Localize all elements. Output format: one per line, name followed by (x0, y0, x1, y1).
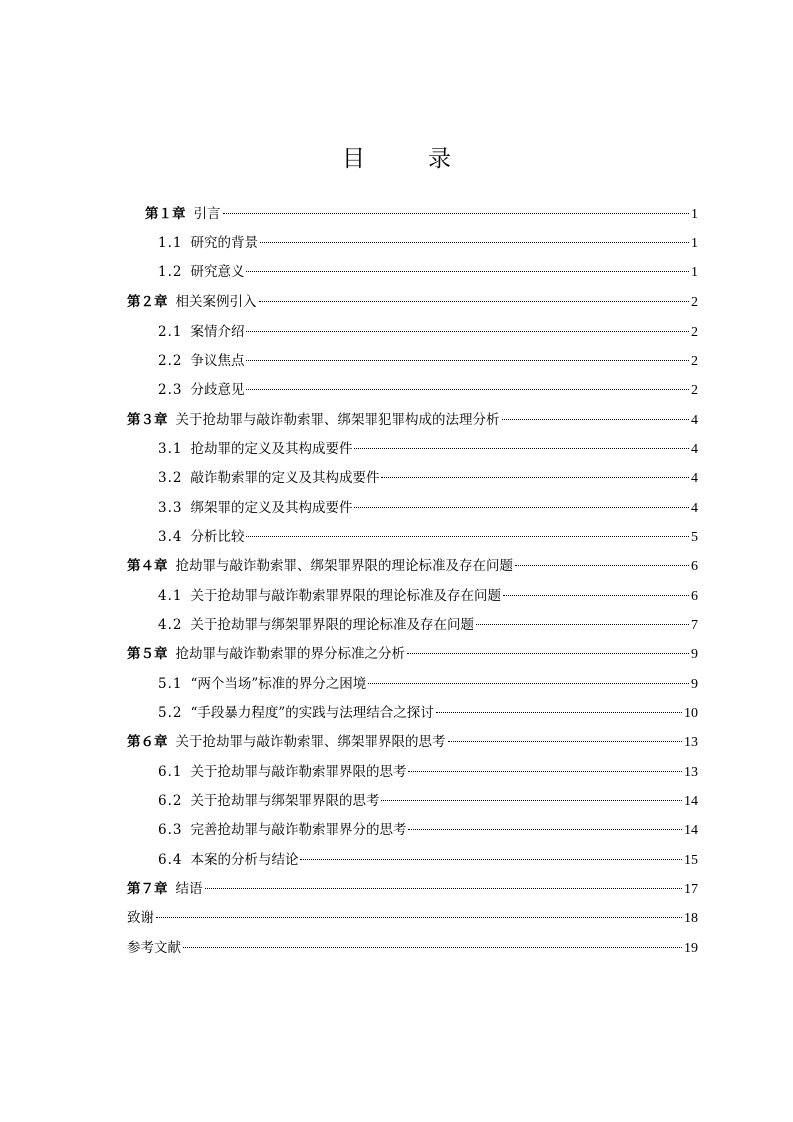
toc-entry-chapter-4[interactable] (127, 552, 698, 581)
toc-chapter-number: 第２章 (127, 294, 168, 310)
toc-entry-title: 抢劫罪与敲诈勒索罪、绑架罪界限的理论标准及存在问题 (175, 558, 513, 574)
toc-entry-section-5-1[interactable] (158, 670, 698, 699)
dot-leader (515, 565, 689, 566)
toc-entry-title: 本案的分析与结论 (190, 852, 299, 868)
toc-entry-section-3-4[interactable] (158, 523, 698, 552)
toc-entry-title: 抢劫罪的定义及其构成要件 (190, 441, 353, 457)
toc-entry-chapter-6[interactable] (127, 728, 698, 757)
toc-section-number: 3.1 (158, 441, 183, 457)
toc-entry-title: 完善抢劫罪与敲诈勒索罪界分的思考 (190, 822, 407, 838)
toc-entry-title: 争议焦点 (190, 353, 245, 369)
toc-entry-section-4-2[interactable] (158, 611, 698, 640)
dot-leader (260, 242, 689, 243)
toc-chapter-number: 第４章 (127, 558, 168, 574)
dot-leader (368, 683, 689, 684)
toc-section-number: 1.1 (158, 235, 183, 251)
toc-chapter-number: 第３章 (127, 412, 168, 428)
toc-section-number: 3.4 (158, 529, 183, 545)
dot-leader (205, 888, 683, 889)
toc-entry-section-6-3[interactable] (158, 816, 698, 845)
toc-page-number: 10 (684, 706, 698, 721)
toc-page-number: 9 (691, 647, 698, 662)
toc-page-number: 17 (684, 882, 698, 897)
toc-page-number: 2 (691, 325, 698, 340)
toc-section-number: 4.2 (158, 617, 183, 633)
toc-entry-title: 案情介绍 (190, 324, 245, 340)
toc-entry-section-2-3[interactable] (158, 376, 698, 405)
toc-entry-chapter-5[interactable] (127, 640, 698, 669)
toc-entry-section-6-2[interactable] (158, 787, 698, 816)
dot-leader (502, 419, 690, 420)
toc-chapter-number: 第６章 (127, 734, 168, 750)
toc-chapter-number: 第５章 (127, 646, 168, 662)
toc-entry-title: 关于抢劫罪与敲诈勒索罪界限的理论标准及存在问题 (190, 588, 501, 604)
toc-page-number: 13 (684, 735, 698, 750)
dot-leader (381, 477, 689, 478)
dot-leader (246, 271, 689, 272)
toc-chapter-number: 第１章 (145, 206, 186, 222)
dot-leader (183, 947, 682, 948)
toc-page-number: 4 (691, 501, 698, 516)
toc-page-number: 9 (691, 677, 698, 692)
toc-section-number: 6.2 (158, 793, 183, 809)
toc-section-number: 2.1 (158, 324, 183, 340)
toc-section-number: 1.2 (158, 264, 183, 280)
toc-entry-chapter-7[interactable] (127, 875, 698, 904)
toc-entry-title: 敲诈勒索罪的定义及其构成要件 (190, 470, 380, 486)
dot-leader (156, 917, 682, 918)
toc-entry-title: 关于抢劫罪与敲诈勒索罪界限的思考 (190, 764, 407, 780)
toc-entry-section-3-3[interactable] (158, 494, 698, 523)
toc-page-number: 1 (691, 236, 698, 251)
toc-entry-title: 参考文献 (127, 940, 181, 956)
toc-section-number: 3.2 (158, 470, 183, 486)
toc-entry-title: 结语 (175, 881, 203, 897)
toc-section-number: 2.3 (158, 382, 183, 398)
toc-page-number: 2 (691, 295, 698, 310)
toc-entry-title: 分析比较 (190, 529, 245, 545)
toc-page-number: 15 (684, 853, 698, 868)
toc-page-number: 4 (691, 471, 698, 486)
toc-entry-title: “手段暴力程度”的实践与法理结合之探讨 (190, 705, 434, 721)
dot-leader (408, 771, 682, 772)
toc-entry-title: 致谢 (127, 910, 154, 926)
toc-entry-title: 关于抢劫罪与敲诈勒索罪、绑架罪界限的思考 (175, 734, 446, 750)
toc-entry-section-3-2[interactable] (158, 464, 698, 493)
dot-leader (503, 595, 689, 596)
toc-page-number: 1 (691, 207, 698, 222)
toc-chapter-number: 第７章 (127, 881, 168, 897)
toc-section-number: 6.1 (158, 764, 183, 780)
toc-entry-section-3-1[interactable] (158, 435, 698, 464)
toc-entry-section-2-2[interactable] (158, 347, 698, 376)
toc-section-number: 5.2 (158, 705, 183, 721)
dot-leader (448, 741, 683, 742)
dot-leader (223, 213, 690, 214)
toc-page-number: 18 (684, 911, 698, 926)
toc-section-number: 6.3 (158, 822, 183, 838)
toc-entry-section-6-1[interactable] (158, 758, 698, 787)
dot-leader (246, 360, 689, 361)
toc-entry-section-1-2[interactable] (158, 258, 698, 287)
toc-page-number: 5 (691, 530, 698, 545)
toc-page-number: 4 (691, 413, 698, 428)
toc-page-number: 1 (691, 265, 698, 280)
toc-entry-title: 相关案例引入 (175, 294, 257, 310)
toc-entry-title: 关于抢劫罪与绑架罪界限的思考 (190, 793, 380, 809)
toc-entry-title: 关于抢劫罪与绑架罪界限的理论标准及存在问题 (190, 617, 474, 633)
toc-entry-section-1-1[interactable] (158, 229, 698, 258)
toc-page-number: 7 (691, 618, 698, 633)
toc-entry-title: 关于抢劫罪与敲诈勒索罪、绑架罪犯罪构成的法理分析 (175, 412, 500, 428)
dot-leader (408, 829, 682, 830)
toc-entry-section-6-4[interactable] (158, 846, 698, 875)
toc-page-number: 14 (684, 794, 698, 809)
toc-entry-title: “两个当场”标准的界分之困境 (190, 676, 367, 692)
dot-leader (407, 653, 689, 654)
dot-leader (476, 624, 689, 625)
toc-page-number: 6 (691, 559, 698, 574)
toc-entry-chapter-3[interactable] (127, 406, 698, 435)
toc-entry-chapter-1[interactable] (145, 200, 698, 229)
toc-page-number: 2 (691, 383, 698, 398)
toc-entry-acknowledgements[interactable] (127, 904, 698, 933)
toc-entry-title: 抢劫罪与敲诈勒索罪的界分标准之分析 (175, 646, 405, 662)
toc-page-number: 14 (684, 823, 698, 838)
toc-section-number: 5.1 (158, 676, 183, 692)
toc-entry-title: 研究的背景 (190, 235, 258, 251)
toc-page-number: 4 (691, 442, 698, 457)
toc-entry-section-2-1[interactable] (158, 318, 698, 347)
toc-entry-title: 分歧意见 (190, 382, 245, 398)
toc-section-number: 6.4 (158, 852, 183, 868)
toc-entry-references[interactable] (127, 934, 698, 963)
dot-leader (354, 448, 689, 449)
dot-leader (246, 536, 689, 537)
dot-leader (246, 389, 689, 390)
toc-page-number: 2 (691, 354, 698, 369)
dot-leader (381, 800, 682, 801)
toc-page-number: 19 (684, 941, 698, 956)
dot-leader (259, 301, 690, 302)
toc-entry-title: 引言 (193, 206, 221, 222)
toc-section-number: 2.2 (158, 353, 183, 369)
toc-entry-chapter-2[interactable] (127, 288, 698, 317)
dot-leader (354, 507, 689, 508)
toc-section-number: 4.1 (158, 588, 183, 604)
toc-page-number: 13 (684, 765, 698, 780)
toc-page-number: 6 (691, 589, 698, 604)
toc-entry-section-5-2[interactable] (158, 699, 698, 728)
toc-entry-section-4-1[interactable] (158, 582, 698, 611)
dot-leader (246, 331, 689, 332)
toc-section-number: 3.3 (158, 500, 183, 516)
dot-leader (300, 859, 682, 860)
toc-entry-title: 绑架罪的定义及其构成要件 (190, 500, 353, 516)
dot-leader (436, 712, 682, 713)
toc-entry-title: 研究意义 (190, 264, 245, 280)
toc-title: 目 录 (342, 146, 471, 172)
